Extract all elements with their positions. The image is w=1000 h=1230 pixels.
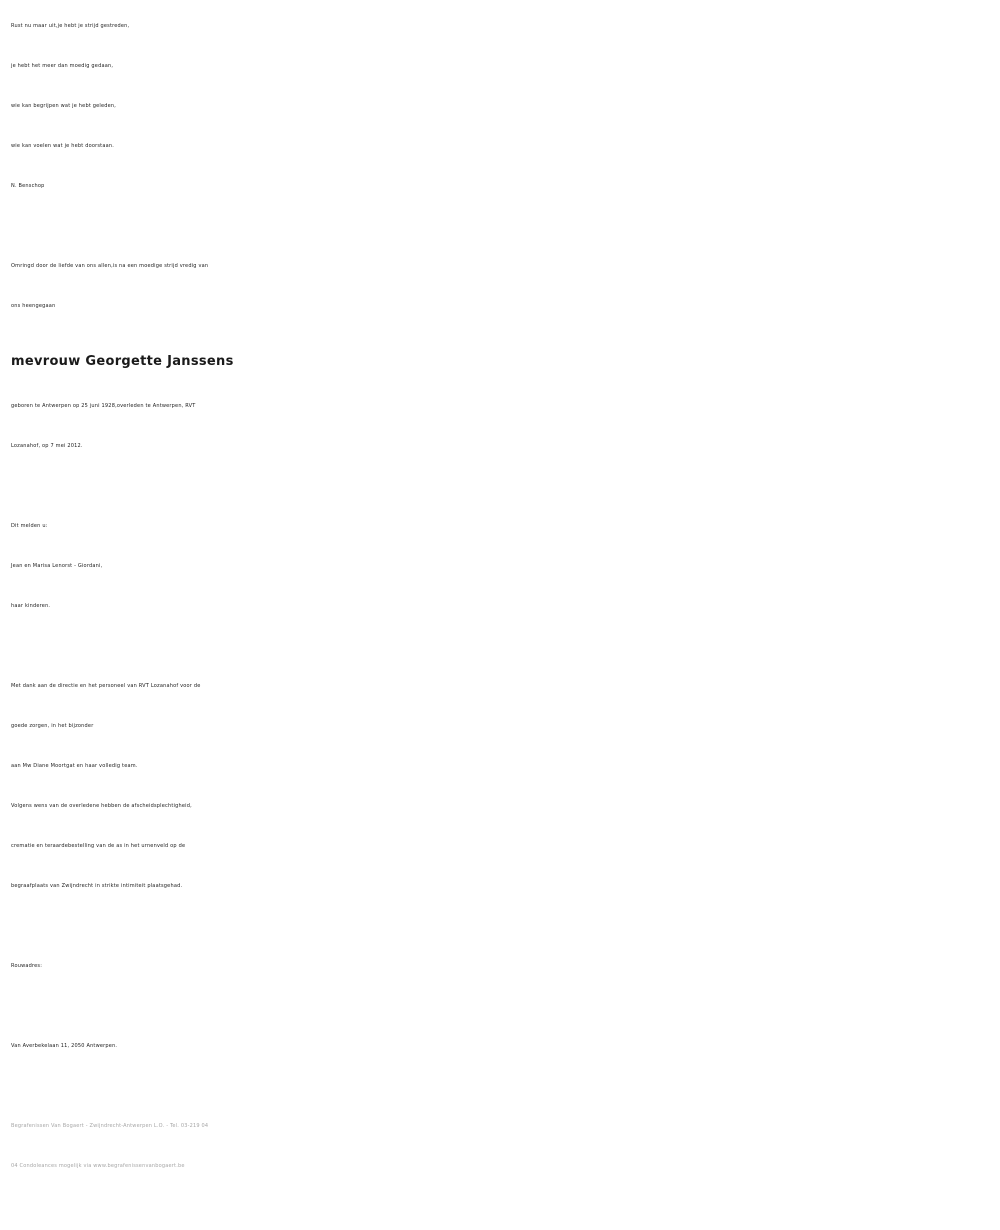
thanks-line: goede zorgen, in het bijzonder (11, 723, 94, 729)
spacer (11, 466, 991, 506)
intro-line: Omringd door de liefde van ons allen,is na een moedige strijd vredig van (11, 263, 209, 269)
thanks-line: crematie en teraardebestelling van de as in het urnenveld op de (11, 843, 186, 849)
deceased-details (11, 386, 991, 466)
address-label: Rouwadres: (11, 963, 43, 969)
announcers (11, 506, 991, 626)
details-line: geboren te Antwerpen op 25 juni 1928,overleden te Antwerpen, RVT (11, 403, 196, 409)
obituary-document (11, 6, 991, 1186)
thanks-line: aan Mw Diane Moortgat en haar volledig team. (11, 763, 138, 769)
footer-line: 04 Condoleances mogelijk via www.begrafenissenvanbogaert.be (11, 1163, 185, 1169)
thanks-line: begraafplaats van Zwijndrecht in strikte intimiteit plaatsgehad. (11, 883, 183, 889)
deceased-name: mevrouw Georgette Janssens (11, 354, 234, 369)
details-line: Lozanahof, op 7 mei 2012. (11, 443, 83, 449)
intro-paragraph (11, 246, 991, 326)
intro-line: ons heengegaan (11, 303, 56, 309)
announcers-names: Jean en Marisa Lenorst - Giordani, (11, 563, 103, 569)
announcers-relation: haar kinderen. (11, 603, 51, 609)
poem-line: wie kan begrijpen wat je hebt geleden, (11, 103, 117, 109)
poem-line: je hebt het meer dan moedig gedaan, (11, 63, 114, 69)
announcers-heading: Dit melden u: (11, 523, 48, 529)
poem-line: Rust nu maar uit,je hebt je strijd gestreden, (11, 23, 130, 29)
poem (11, 6, 991, 206)
spacer (11, 626, 991, 666)
funeral-home-footer (11, 1106, 991, 1186)
spacer (11, 1066, 991, 1106)
mourning-address (11, 946, 991, 1066)
thanks-paragraph (11, 666, 991, 906)
thanks-line: Met dank aan de directie en het personeel van RVT Lozanahof voor de (11, 683, 201, 689)
spacer (11, 986, 991, 1026)
poem-line: wie kan voelen wat je hebt doorstaan. (11, 143, 115, 149)
spacer (11, 906, 991, 946)
spacer (11, 206, 991, 246)
thanks-line: Volgens wens van de overledene hebben de afscheidsplechtigheid, (11, 803, 192, 809)
poem-author: N. Benschop (11, 183, 45, 189)
address-value: Van Averbekelaan 11, 2050 Antwerpen. (11, 1043, 118, 1049)
footer-line: Begrafenissen Van Bogaert - Zwijndrecht-Antwerpen L.O. - Tel. 03-219 04 (11, 1123, 209, 1129)
